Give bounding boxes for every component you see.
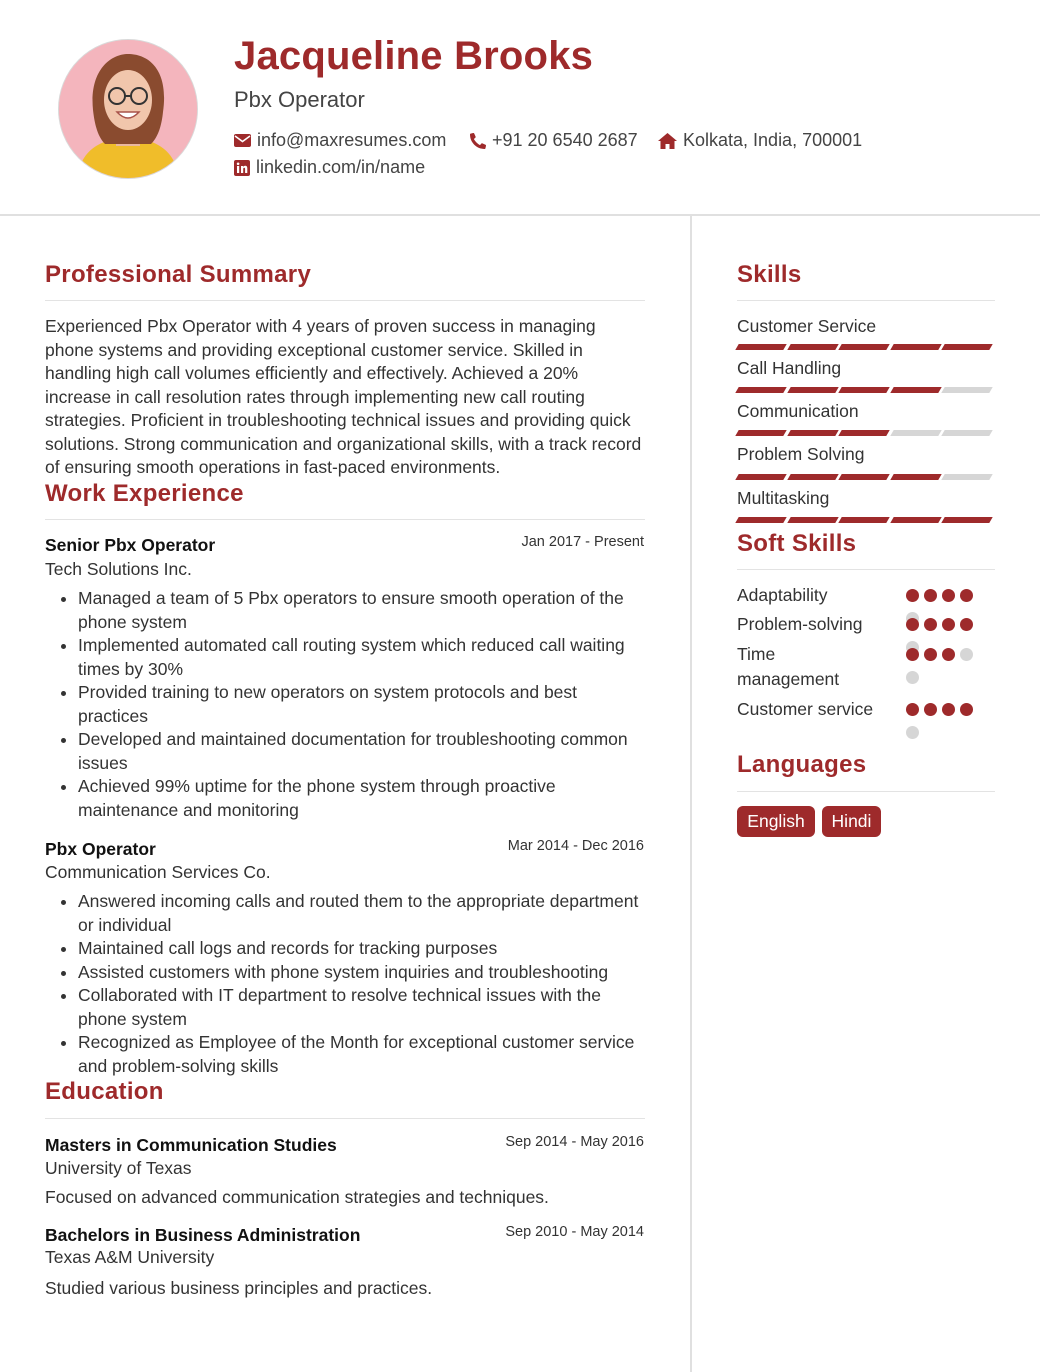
list-item: • Collaborated with IT department to resolve technical issues with the phone system [78,984,645,1031]
list-item: • Managed a team of 5 Pbx operators to ensure smooth operation of the phone system [78,587,645,634]
skill-bar-segment [735,517,786,523]
contact-phone[interactable] [470,130,638,151]
job-1-title: Senior Pbx Operator [45,535,216,555]
home-icon [658,133,677,149]
skill-bar-segment [787,430,838,436]
soft-skill-name: Adaptability [737,585,828,605]
skill-level-bar [737,517,991,523]
skill-bar-segment [890,474,941,480]
skill-bar-segment [838,474,889,480]
skill-name: Problem Solving [737,444,865,464]
location-text: Kolkata, India, 700001 [683,130,863,150]
skill-name: Communication [737,401,859,421]
skill-bar-segment [787,344,838,350]
skill-bar-segment [942,474,993,480]
rating-dot [960,589,973,602]
skill-bar-segment [890,430,941,436]
profile-photo-icon [59,40,197,178]
rating-dot [906,648,919,661]
section-rule [737,300,995,301]
rating-dot [924,618,937,631]
section-rule [45,519,645,520]
skill-bar-segment [735,344,786,350]
rating-dot [906,618,919,631]
envelope-icon [234,134,251,147]
skill-bar-segment [942,517,993,523]
skill-level-bar [737,344,991,350]
rating-dot [960,648,973,661]
list-item: • Recognized as Employee of the Month for exceptional customer service and problem-solving skills [78,1031,645,1078]
skill-name: Call Handling [737,358,842,378]
rating-dot [924,703,937,716]
job-2-dates: Mar 2014 - Dec 2016 [507,838,644,854]
list-item: • Answered incoming calls and routed them to the appropriate department or individual [78,890,645,937]
list-item: • Assisted customers with phone system inquiries and troubleshooting [78,961,645,985]
job-title-headline: Pbx Operator [234,87,365,112]
phone-icon [470,133,486,149]
rating-dot [942,703,955,716]
contact-location [658,130,862,151]
summary-text: Experienced Pbx Operator with 4 years of proven success in managing phone systems and providing exceptional customer service. Skilled in handling high call volumes efficiently and effectively. Achieved a 20% increase in call resolution rates through implementing new call routing strategies. Proficient in troubleshooting technical issues and providing quick solutions. Strong communication and organizational skills, with a track record of ensuring smooth operations in fast-paced environments. [45,316,642,477]
list-item: • Implemented automated call routing system which reduced call waiting times by 30% [78,634,645,681]
edu-2-school: Texas A&M University [45,1247,215,1267]
languages-heading: Languages [737,751,867,778]
job-1-bullets [45,587,645,822]
skill-bar-segment [838,387,889,393]
resume-header [0,0,1040,216]
edu-1-dates: Sep 2014 - May 2016 [505,1134,644,1150]
education-heading: Education [45,1078,164,1105]
skill-level-bar [737,474,991,480]
skill-bar-segment [838,430,889,436]
skill-bar-segment [890,344,941,350]
rating-dot [906,589,919,602]
rating-dot [942,589,955,602]
list-item: • Maintained call logs and records for tracking purposes [78,937,645,961]
soft-skills-heading: Soft Skills [737,530,857,557]
language-badge: English [737,806,815,837]
phone-text: +91 20 6540 2687 [492,130,638,150]
rating-dot [960,618,973,631]
avatar [58,39,198,179]
contact-linkedin[interactable] [234,157,425,178]
skill-bar-segment [735,430,786,436]
linkedin-text: linkedin.com/in/name [256,157,426,177]
soft-skill-rating [906,648,978,694]
summary-heading: Professional Summary [45,261,312,288]
job-2-title: Pbx Operator [45,839,156,859]
section-rule [737,791,995,792]
job-2-company: Communication Services Co. [45,862,271,882]
experience-heading: Work Experience [45,480,244,507]
section-rule [45,1118,645,1119]
skill-bar-segment [787,387,838,393]
rating-dot [906,703,919,716]
column-divider [690,216,692,1372]
edu-2-description: Studied various business principles and practices. [45,1278,433,1298]
rating-dot [960,703,973,716]
soft-skill-name: Customer service [737,699,874,719]
soft-skill-name: Problem-solving [737,614,863,634]
section-rule [737,569,995,570]
edu-1-degree: Masters in Communication Studies [45,1135,337,1155]
email-text: info@maxresumes.com [257,130,447,150]
list-item: • Achieved 99% uptime for the phone system through proactive maintenance and monitoring [78,775,645,822]
job-2-bullets [45,890,645,1078]
skill-name: Multitasking [737,488,830,508]
rating-dot [924,648,937,661]
skill-bar-segment [942,387,993,393]
rating-dot [906,726,919,739]
skills-heading: Skills [737,261,802,288]
edu-1-description: Focused on advanced communication strategies and techniques. [45,1187,549,1207]
section-rule [45,300,645,301]
soft-skill-rating [906,703,978,749]
edu-1-school: University of Texas [45,1158,192,1178]
skill-bar-segment [787,517,838,523]
skill-bar-segment [735,387,786,393]
job-1-dates: Jan 2017 - Present [521,534,644,550]
skill-bar-segment [787,474,838,480]
rating-dot [942,648,955,661]
linkedin-icon [234,160,250,176]
skill-level-bar [737,430,991,436]
skill-bar-segment [890,387,941,393]
skill-bar-segment [942,430,993,436]
soft-skill-name: Time management [737,644,840,689]
skill-level-bar [737,387,991,393]
list-item: • Developed and maintained documentation for troubleshooting common issues [78,728,645,775]
candidate-name: Jacqueline Brooks [234,34,594,78]
edu-2-dates: Sep 2010 - May 2014 [505,1224,644,1240]
skill-bar-segment [735,474,786,480]
list-item: • Provided training to new operators on system protocols and best practices [78,681,645,728]
rating-dot [924,589,937,602]
skill-name: Customer Service [737,316,877,336]
language-badge: Hindi [822,806,881,837]
skill-bar-segment [942,344,993,350]
edu-2-degree: Bachelors in Business Administration [45,1225,361,1245]
contact-email[interactable] [234,130,446,151]
rating-dot [942,618,955,631]
skill-bar-segment [838,517,889,523]
skill-bar-segment [838,344,889,350]
skill-bar-segment [890,517,941,523]
job-1-company: Tech Solutions Inc. [45,559,192,579]
rating-dot [906,671,919,684]
